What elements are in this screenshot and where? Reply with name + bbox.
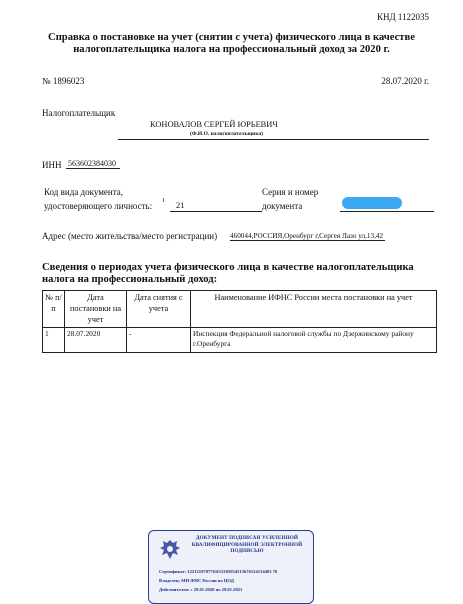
doc-kind-label-line1: Код вида документа,	[44, 187, 124, 197]
row-end-date: -	[127, 328, 191, 353]
inn-value: 563602384030	[66, 159, 120, 169]
column-header-end-date: Дата снятия с учета	[127, 291, 191, 328]
address-value: 460044,РОССИЯ,Оренбург г,Сергея Лазо ул,13,42	[230, 232, 384, 240]
stamp-validity: Действителен: с 29.01.2020 по 29.01.2021	[159, 587, 243, 592]
stamp-certificate: Сертификат: 1221219707761f15205054513676124134403 76	[159, 569, 278, 574]
periods-heading: Сведения о периодах учета физического лица в качестве налогоплательщика налога на профессиональный доход:	[42, 262, 414, 285]
electronic-signature-stamp	[148, 530, 314, 604]
coat-of-arms-icon	[157, 537, 183, 563]
row-start-date: 28.07.2020	[65, 328, 127, 353]
document-number: № 1896023	[42, 76, 85, 86]
column-header-start-date: Дата постановки на учет	[65, 291, 127, 328]
redaction-mark	[342, 197, 402, 209]
inn-label: ИНН	[42, 160, 62, 170]
row-office: Инспекция Федеральной налоговой службы по Дзержинскому району г.Оренбурга	[191, 328, 437, 353]
taxpayer-name: КОНОВАЛОВ СЕРГЕЙ ЮРЬЕВИЧ	[150, 120, 278, 129]
table-header-row	[43, 291, 437, 328]
footnote-marker: 1	[162, 198, 165, 204]
doc-kind-underline	[170, 210, 262, 212]
doc-kind-value: 21	[176, 201, 185, 210]
stamp-owner: Владелец: МИ ФНС России по ЦОД	[159, 578, 234, 583]
row-number: 1	[43, 328, 65, 353]
taxpayer-name-caption: (Ф.И.О. налогоплательщика)	[190, 131, 264, 137]
periods-table	[42, 290, 437, 353]
taxpayer-label: Налогоплательщик	[42, 108, 116, 118]
document-date: 28.07.2020 г.	[381, 76, 429, 86]
column-header-office: Наименование ИФНС России места постановки на учет	[191, 291, 437, 328]
series-label-line1: Серия и номер	[262, 187, 319, 197]
series-label-line2: документа	[262, 201, 303, 211]
document-title: Справка о постановке на учет (снятии с учета) физического лица в качестве налогоплательщика налога на профессиональный доход за 2020 г.	[48, 32, 415, 55]
stamp-heading: ДОКУМЕНТ ПОДПИСАН УСИЛЕННОЙ КВАЛИФИЦИРОВАННОЙ ЭЛЕКТРОННОЙ ПОДПИСЬЮ	[191, 535, 303, 555]
table-row	[43, 328, 437, 353]
series-underline	[340, 210, 434, 212]
doc-kind-label-line2: удостоверяющего личность:	[44, 201, 153, 211]
knd-code: КНД 1122035	[376, 12, 429, 22]
address-label: Адрес (место жительства/место регистрации)	[42, 231, 218, 241]
taxpayer-name-underline	[118, 128, 429, 140]
column-header-number: № п/п	[43, 291, 65, 328]
